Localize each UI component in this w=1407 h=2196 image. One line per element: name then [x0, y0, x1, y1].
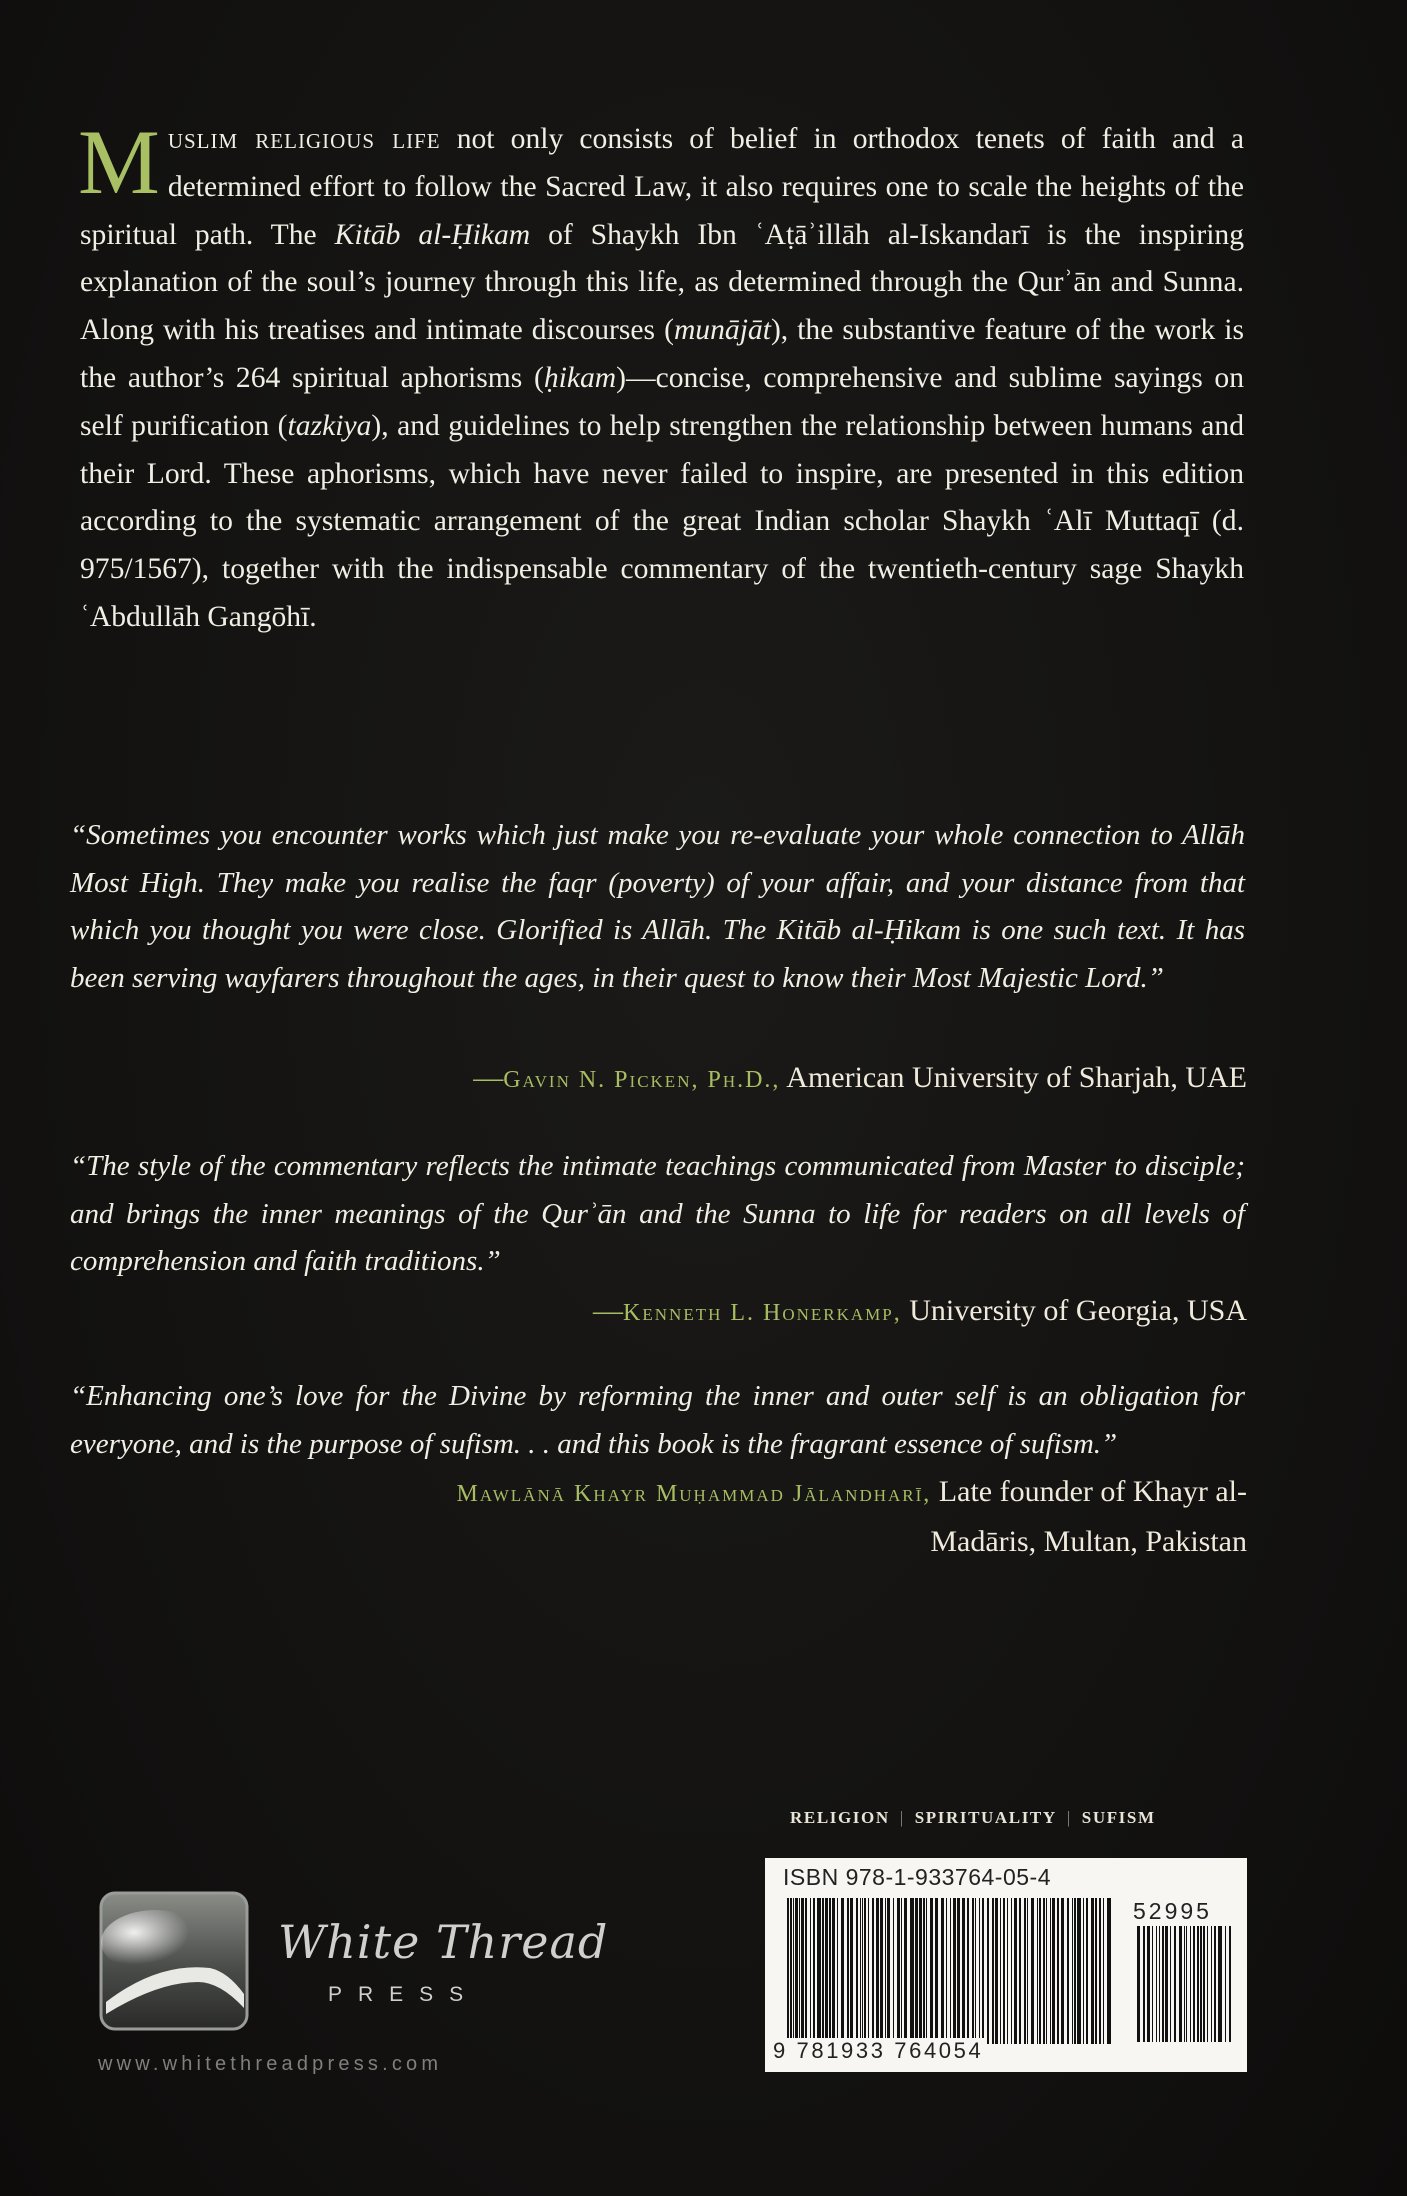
barcode-bar [935, 1898, 938, 2044]
barcode-bar [1137, 1926, 1140, 2042]
barcode-bar [862, 1898, 863, 2044]
term-hikam: ḥikam [543, 361, 617, 394]
barcode-bar [825, 1898, 828, 2044]
barcode-bar [1086, 1898, 1088, 2044]
barcode-bar [860, 1898, 861, 2044]
barcode-bar [1099, 1898, 1101, 2044]
endorsement-quote: “The style of the commentary reflects the intimate teachings communicated from Master to disciple; and brings the inner meanings of the Qurʾān and the Sunna to life for readers on all levels of comprehension and faith traditions.” [70, 1150, 1245, 1277]
barcode-bar [1011, 1898, 1012, 2044]
barcode-bar [995, 1898, 998, 2044]
barcode-bar [1077, 1898, 1081, 2044]
subject-categories [790, 1808, 1156, 1828]
barcode-bar [893, 1898, 894, 2044]
barcode-bar [795, 1898, 798, 2044]
ean-digits: 9 781933 764054 [773, 2038, 984, 2063]
barcode-bar [1061, 1898, 1064, 2044]
endorsement-quote: “Sometimes you encounter works which just make you re-evaluate your whole connection to Allāh Most High. They make you realise the faqr (poverty) of your affair, and your distance from that which you thought you were close. Glorified is Allāh. The Kitāb al-Ḥikam is one such text. It has been serving wayfarers throughout the ages, in their quest to know their Most Majestic Lord.” [70, 819, 1245, 994]
barcode-bar [975, 1898, 976, 2044]
endorsement-attribution [397, 1468, 1247, 1565]
ean-barcode-bars [785, 1898, 1115, 2044]
barcode-bar [1207, 1926, 1208, 2042]
barcode-bar [1179, 1926, 1182, 2042]
barcode-bar [1229, 1926, 1231, 2042]
barcode-bar [1046, 1898, 1047, 2044]
barcode-bar [1019, 1898, 1021, 2044]
category-label: SUFISM [1081, 1808, 1156, 1827]
drop-cap: M [78, 111, 160, 213]
category-separator: | [1066, 1808, 1072, 1827]
category-separator: | [899, 1808, 905, 1827]
barcode-bar [799, 1898, 800, 2044]
barcode-bar [1091, 1898, 1094, 2044]
publisher-press-label: PRESS [328, 1983, 480, 2006]
blurb-text-3: ), the substantive feature of the work is the author’s 264 spiritual aphorisms ( [80, 314, 1245, 394]
publisher-name: White Thread [278, 1915, 609, 1969]
barcode-bar [876, 1898, 879, 2044]
barcode-bar [880, 1898, 883, 2044]
barcode-bar [813, 1898, 815, 2044]
endorser-name: Kenneth L. Honerkamp, [623, 1300, 902, 1326]
barcode-bar [1000, 1898, 1001, 2044]
barcode-bar [1095, 1898, 1097, 2044]
barcode-bar [1072, 1898, 1073, 2044]
barcode-bar [790, 1898, 792, 2044]
category-label: RELIGION [790, 1808, 890, 1827]
blurb-text-2: of Shaykh Ibn ʿAṭāʾillāh al-Iskandarī is the inspiring explanation of the soul’s journey through this life, as determined through the Qurʾān and Sunna. Along with his treatises and intimate discourses ( [80, 218, 1245, 347]
price-code: 52995 [1133, 1898, 1212, 1924]
endorser-affiliation: Late founder of Khayr al-Madāris, Multan, Pakistan [930, 1475, 1247, 1558]
barcode-bar [817, 1898, 821, 2044]
barcode-bar [1190, 1926, 1191, 2042]
category-label: SPIRITUALITY [914, 1808, 1057, 1827]
addon-barcode-bars [1135, 1926, 1235, 2042]
white-thread-logo-icon [98, 1890, 250, 2032]
barcode-bar [897, 1898, 900, 2044]
isbn-barcode [765, 1858, 1247, 2072]
barcode-bar [829, 1898, 831, 2044]
endorsement-quote: “Enhancing one’s love for the Divine by reforming the inner and outer self is an obligation for everyone, and is the purpose of sufism. . . and this book is the fragrant essence of sufism.” [70, 1380, 1245, 1460]
barcode-bar [1197, 1926, 1199, 2042]
barcode-bar [967, 1898, 969, 2044]
barcode-bar [957, 1898, 960, 2044]
barcode-bar [805, 1898, 807, 2044]
barcode-bar [904, 1898, 907, 2044]
barcode-bar [1147, 1926, 1150, 2042]
barcode-bar [1214, 1926, 1216, 2042]
barcode-bar [1067, 1898, 1069, 2044]
barcode-bar [910, 1898, 914, 2044]
barcode-bar [1159, 1926, 1160, 2042]
barcode-bar [810, 1898, 811, 2044]
barcode-bar [1143, 1926, 1145, 2042]
barcode-bar [1186, 1926, 1187, 2042]
book-description [78, 111, 1245, 642]
lead-in: uslim religious life [167, 123, 441, 155]
barcode-bar [1027, 1898, 1028, 2044]
barcode-bar [1074, 1898, 1076, 2044]
attribution-dash: — [473, 1061, 504, 1094]
barcode-bar [919, 1898, 922, 2044]
barcode-bar [972, 1898, 974, 2044]
term-munajat: munājāt [673, 314, 771, 347]
barcode-bar [885, 1898, 886, 2044]
barcode-bar [1170, 1926, 1171, 2042]
blurb-text-1: not only consists of belief in orthodox tenets of faith and a determined effort to follow the Sacred Law, it also requires one to scale the heights of the spiritual path. The [80, 123, 1244, 251]
barcode-bar [793, 1898, 794, 2044]
term-tazkiya: tazkiya [287, 409, 372, 442]
barcode-bar [1174, 1926, 1176, 2042]
barcode-bar [1039, 1898, 1041, 2044]
barcode-bar [1031, 1898, 1034, 2044]
barcode-bar [1014, 1898, 1017, 2044]
barcode-bar [868, 1898, 869, 2044]
book-title-italic: Kitāb al-Ḥikam [334, 218, 531, 251]
barcode-bar [1043, 1898, 1045, 2044]
barcode-bar [1193, 1926, 1195, 2042]
endorser-affiliation: University of Georgia, USA [901, 1294, 1247, 1327]
barcode-bar [946, 1898, 947, 2044]
endorser-affiliation: American University of Sharjah, UAE [780, 1061, 1247, 1094]
barcode-bar [1024, 1898, 1026, 2044]
barcode-bar [992, 1898, 994, 2044]
barcode-bar [1165, 1926, 1168, 2042]
barcode-bar [953, 1898, 956, 2044]
barcode-bar [987, 1898, 989, 2044]
barcode-bar [1152, 1926, 1153, 2042]
barcode-bar [962, 1898, 965, 2044]
barcode-bar [915, 1898, 918, 2044]
barcode-bar [930, 1898, 933, 2044]
barcode-bar [1184, 1926, 1185, 2042]
barcode-bar [841, 1898, 844, 2044]
barcode-bar [1156, 1926, 1157, 2042]
publisher-website: www.whitethreadpress.com [98, 2053, 443, 2075]
blurb-text-4: )—concise, comprehensive and sublime sayings on self purification ( [80, 361, 1244, 442]
barcode-bar [1225, 1926, 1226, 2042]
isbn-number: ISBN 978-1-933764-05-4 [783, 1864, 1051, 1890]
barcode-bar [887, 1898, 890, 2044]
barcode-bar [837, 1898, 838, 2044]
barcode-bar [979, 1898, 980, 2044]
barcode-bar [1211, 1926, 1212, 2042]
barcode-bar [847, 1898, 849, 2044]
endorser-name: Gavin N. Picken, Ph.D., [503, 1067, 781, 1093]
endorser-name: Mawlānā Khayr Muḥammad Jālandharī, [456, 1481, 932, 1507]
barcode-bar [1200, 1926, 1202, 2042]
barcode-bar [787, 1898, 789, 2044]
barcode-bar [801, 1898, 804, 2044]
barcode-bar [1162, 1926, 1164, 2042]
attribution-dash: — [593, 1294, 624, 1327]
barcode-bar [832, 1898, 835, 2044]
barcode-bar [856, 1898, 858, 2044]
barcode-bar [950, 1898, 951, 2044]
barcode-bar [923, 1898, 925, 2044]
barcode-bar [1218, 1926, 1222, 2042]
barcode-bar [872, 1898, 874, 2044]
barcode-bar [1107, 1898, 1111, 2044]
barcode-bar [1057, 1898, 1059, 2044]
barcode-bar [926, 1898, 927, 2044]
barcode-bar [982, 1898, 984, 2044]
barcode-bar [1052, 1898, 1055, 2044]
barcode-bar [1203, 1926, 1205, 2042]
endorsement-attribution [473, 1054, 1247, 1104]
endorsement-attribution [593, 1287, 1247, 1337]
barcode-bar [1050, 1898, 1051, 2044]
barcode-bar [901, 1898, 902, 2044]
barcode-bar [1003, 1898, 1005, 2044]
barcode-bar [1083, 1898, 1084, 2044]
barcode-bar [1007, 1898, 1008, 2044]
barcode-bar [850, 1898, 853, 2044]
barcode-bar [822, 1898, 824, 2044]
barcode-bar [941, 1898, 944, 2044]
barcode-bar [1103, 1898, 1104, 2044]
barcode-bar [864, 1898, 866, 2044]
barcode-bar [1037, 1898, 1038, 2044]
blurb-text-5: ), and guidelines to help strengthen the relationship between humans and their Lord. These aphorisms, which have never failed to inspire, are presented in this edition according to the systematic arrangement of the great Indian scholar Shaykh ʿAlī Muttaqī (d. 975/1567), together with the indispensable commentary of the twentieth-century sage Shaykh ʿAbdullāh Gangōhī. [80, 409, 1245, 633]
